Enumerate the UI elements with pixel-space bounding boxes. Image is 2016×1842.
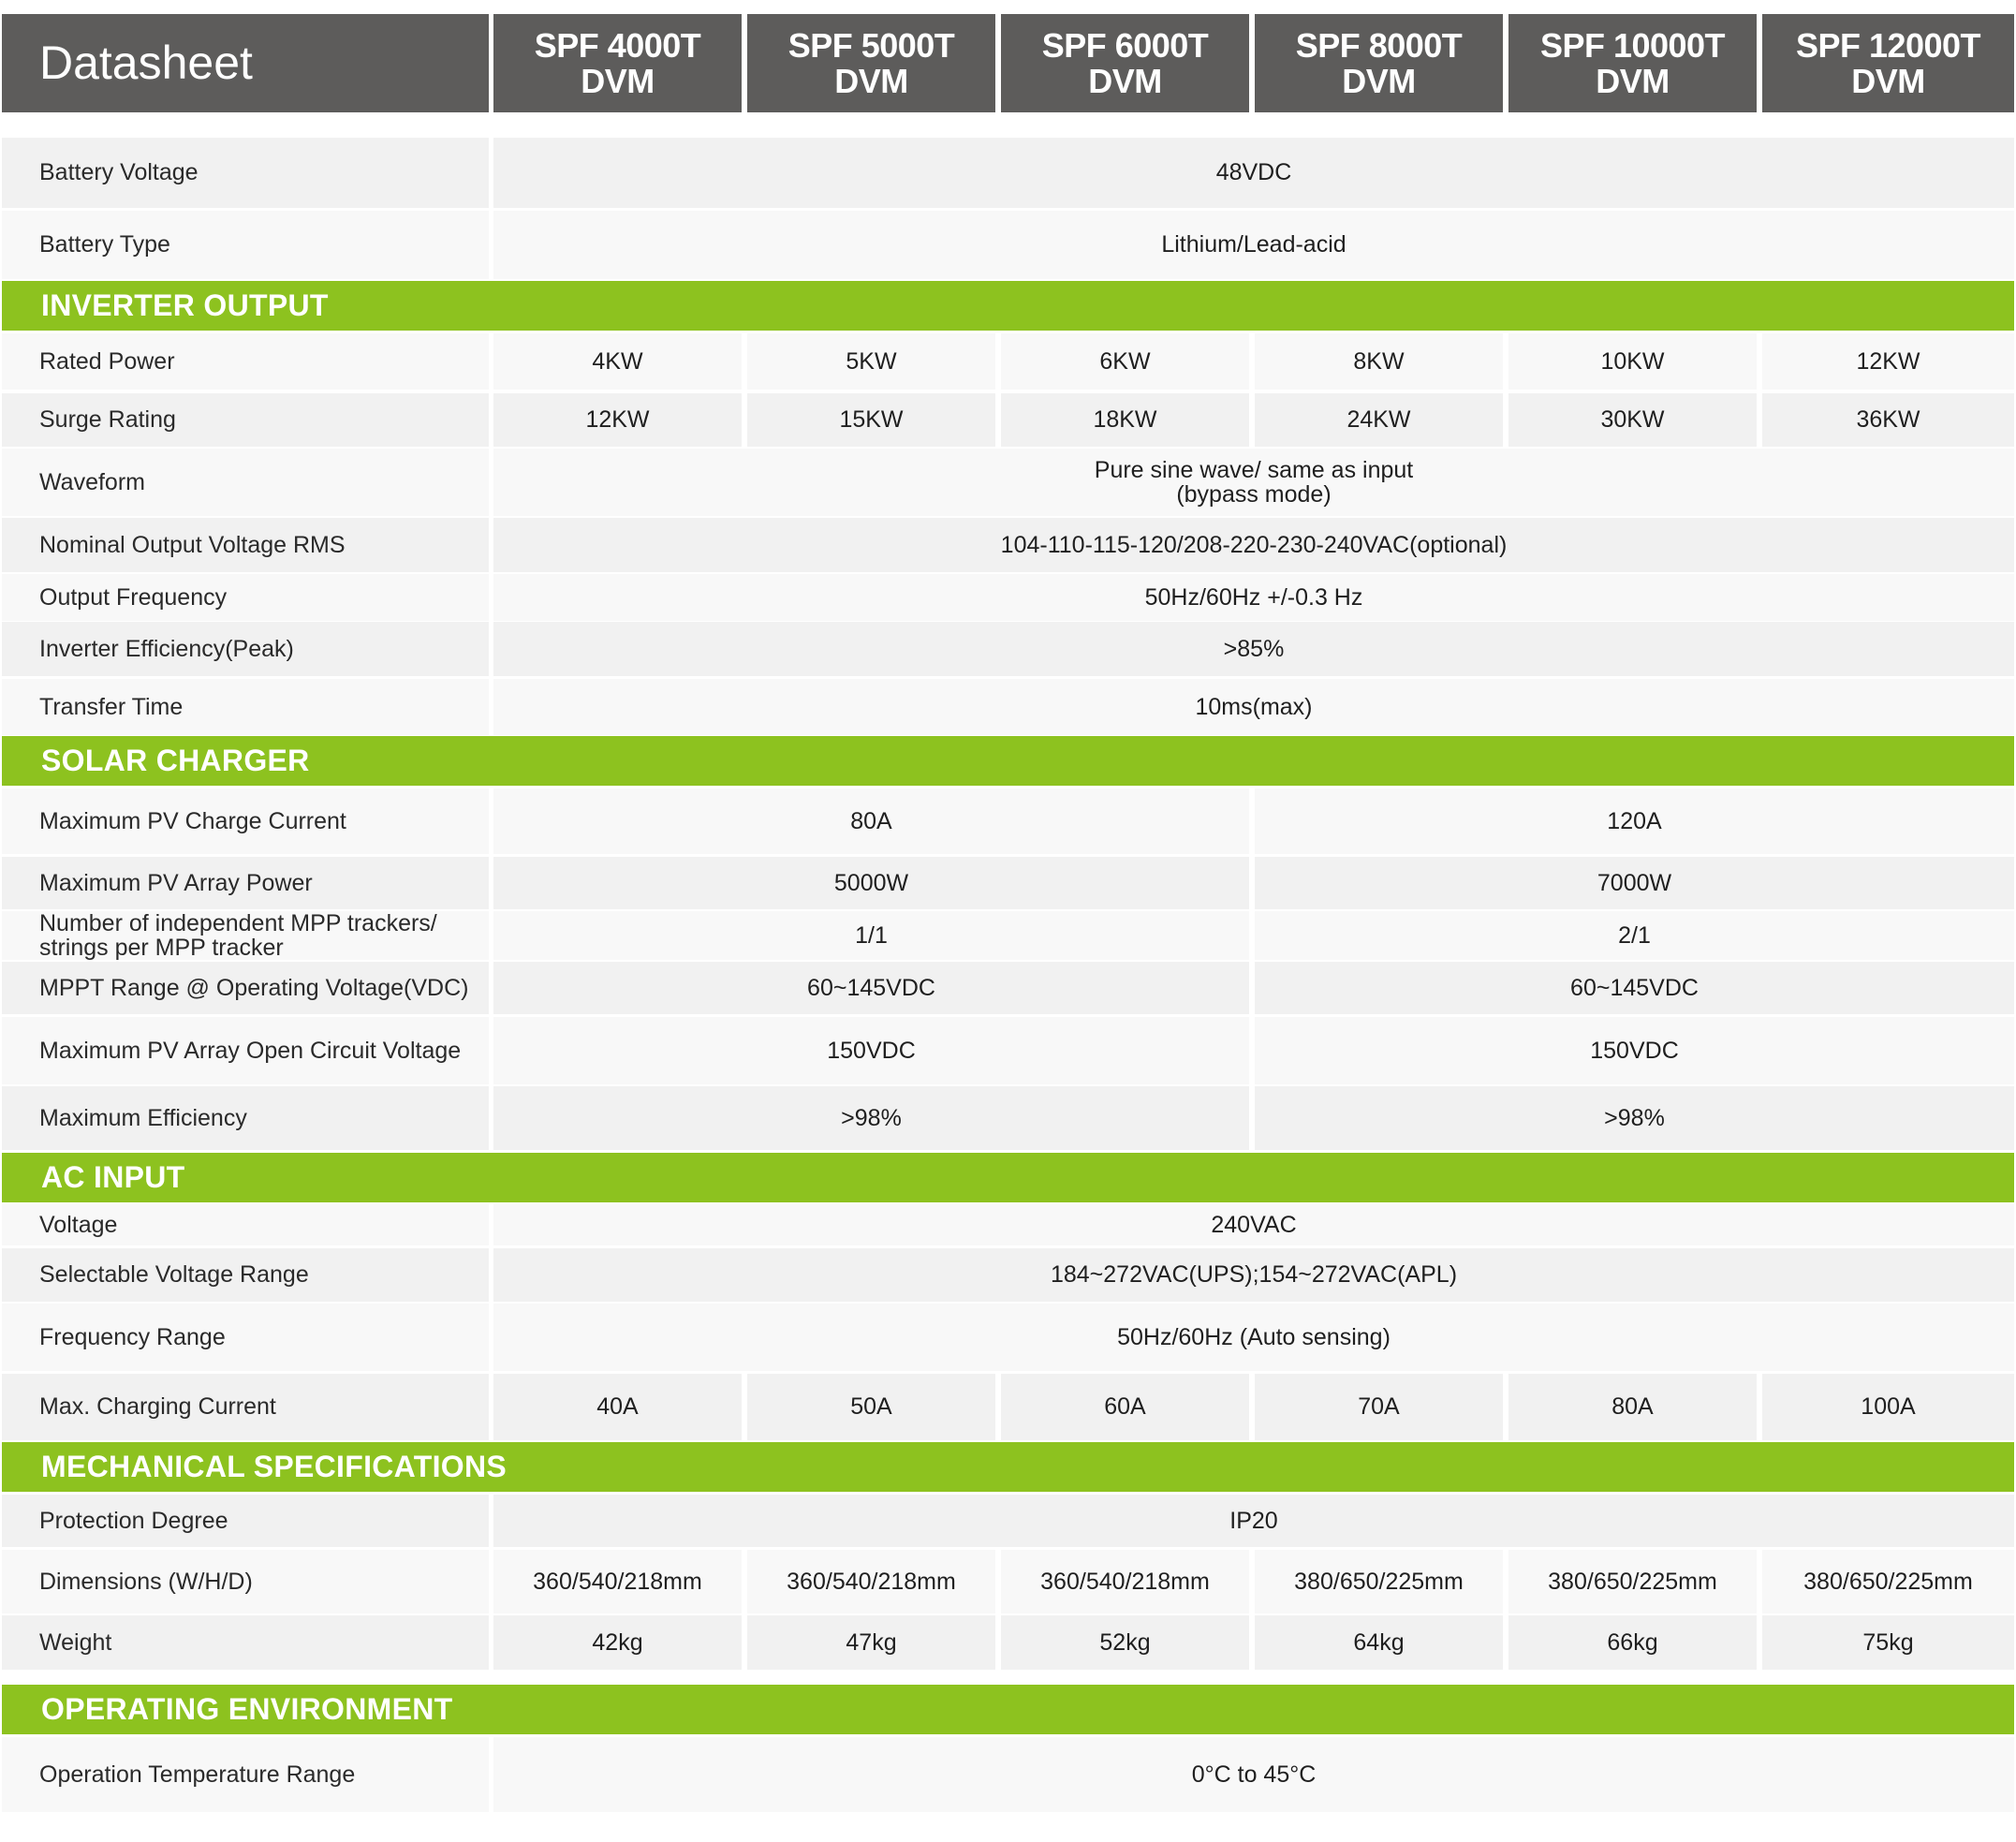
- dimensions-value: 380/650/225mm: [1762, 1550, 2014, 1614]
- surge-rating-label: Surge Rating: [2, 393, 489, 447]
- max-pv-charge-current-left: 80A: [493, 788, 1249, 854]
- protection-degree-label: Protection Degree: [2, 1495, 489, 1547]
- max-efficiency-right: >98%: [1255, 1086, 2014, 1150]
- max-pv-array-power-label: Maximum PV Array Power: [2, 857, 489, 909]
- model-header-spf-10000t: SPF 10000T DVM: [1508, 14, 1757, 112]
- model-header-spf-4000t: SPF 4000T DVM: [493, 14, 742, 112]
- mppt-range-left: 60~145VDC: [493, 962, 1249, 1014]
- selectable-voltage-range-value: 184~272VAC(UPS);154~272VAC(APL): [493, 1248, 2014, 1302]
- battery-type-label: Battery Type: [2, 211, 489, 279]
- mpp-trackers-label: Number of independent MPP trackers/ strings per MPP tracker: [2, 911, 489, 960]
- nominal-output-voltage-value: 104-110-115-120/208-220-230-240VAC(optional): [493, 518, 2014, 572]
- transfer-time-label: Transfer Time: [2, 679, 489, 735]
- mppt-range-label: MPPT Range @ Operating Voltage(VDC): [2, 962, 489, 1014]
- mpp-trackers-left: 1/1: [493, 911, 1249, 960]
- surge-rating-value: 30KW: [1508, 393, 1757, 447]
- weight-value: 47kg: [747, 1615, 995, 1670]
- surge-rating-value: 18KW: [1001, 393, 1249, 447]
- battery-type-value: Lithium/Lead-acid: [493, 211, 2014, 279]
- max-pv-array-power-right: 7000W: [1255, 857, 2014, 909]
- max-pv-open-circuit-voltage-right: 150VDC: [1255, 1017, 2014, 1084]
- dimensions-value: 360/540/218mm: [747, 1550, 995, 1614]
- dimensions-value: 360/540/218mm: [493, 1550, 742, 1614]
- dimensions-value: 380/650/225mm: [1255, 1550, 1503, 1614]
- max-efficiency-label: Maximum Efficiency: [2, 1086, 489, 1150]
- dimensions-value: 380/650/225mm: [1508, 1550, 1757, 1614]
- max-charging-current-value: 80A: [1508, 1374, 1757, 1440]
- nominal-output-voltage-label: Nominal Output Voltage RMS: [2, 518, 489, 572]
- frequency-range-value: 50Hz/60Hz (Auto sensing): [493, 1304, 2014, 1371]
- protection-degree-value: IP20: [493, 1495, 2014, 1547]
- rated-power-value: 8KW: [1255, 333, 1503, 390]
- mpp-trackers-right: 2/1: [1255, 911, 2014, 960]
- max-pv-charge-current-label: Maximum PV Charge Current: [2, 788, 489, 854]
- section-solar-charger: SOLAR CHARGER: [2, 736, 2014, 786]
- max-charging-current-value: 100A: [1762, 1374, 2014, 1440]
- weight-value: 66kg: [1508, 1615, 1757, 1670]
- model-header-spf-12000t: SPF 12000T DVM: [1762, 14, 2014, 112]
- model-header-spf-8000t: SPF 8000T DVM: [1255, 14, 1503, 112]
- weight-value: 42kg: [493, 1615, 742, 1670]
- weight-value: 75kg: [1762, 1615, 2014, 1670]
- dimensions-value: 360/540/218mm: [1001, 1550, 1249, 1614]
- selectable-voltage-range-label: Selectable Voltage Range: [2, 1248, 489, 1302]
- max-pv-open-circuit-voltage-label: Maximum PV Array Open Circuit Voltage: [2, 1017, 489, 1084]
- datasheet-title: Datasheet: [2, 14, 489, 112]
- rated-power-value: 5KW: [747, 333, 995, 390]
- surge-rating-value: 24KW: [1255, 393, 1503, 447]
- rated-power-label: Rated Power: [2, 333, 489, 390]
- weight-value: 64kg: [1255, 1615, 1503, 1670]
- section-ac-input: AC INPUT: [2, 1153, 2014, 1202]
- operation-temperature-value: 0°C to 45°C: [493, 1737, 2014, 1812]
- inverter-efficiency-label: Inverter Efficiency(Peak): [2, 622, 489, 676]
- model-header-spf-6000t: SPF 6000T DVM: [1001, 14, 1249, 112]
- transfer-time-value: 10ms(max): [493, 679, 2014, 735]
- output-frequency-label: Output Frequency: [2, 574, 489, 621]
- max-charging-current-value: 50A: [747, 1374, 995, 1440]
- max-pv-charge-current-right: 120A: [1255, 788, 2014, 854]
- surge-rating-value: 15KW: [747, 393, 995, 447]
- rated-power-value: 4KW: [493, 333, 742, 390]
- max-charging-current-label: Max. Charging Current: [2, 1374, 489, 1440]
- ac-voltage-label: Voltage: [2, 1204, 489, 1245]
- section-mechanical-specifications: MECHANICAL SPECIFICATIONS: [2, 1442, 2014, 1492]
- weight-value: 52kg: [1001, 1615, 1249, 1670]
- rated-power-value: 10KW: [1508, 333, 1757, 390]
- battery-voltage-label: Battery Voltage: [2, 138, 489, 208]
- battery-voltage-value: 48VDC: [493, 138, 2014, 208]
- waveform-label: Waveform: [2, 449, 489, 516]
- mppt-range-right: 60~145VDC: [1255, 962, 2014, 1014]
- dimensions-label: Dimensions (W/H/D): [2, 1550, 489, 1614]
- section-inverter-output: INVERTER OUTPUT: [2, 281, 2014, 331]
- max-charging-current-value: 40A: [493, 1374, 742, 1440]
- operation-temperature-label: Operation Temperature Range: [2, 1737, 489, 1812]
- rated-power-value: 12KW: [1762, 333, 2014, 390]
- max-efficiency-left: >98%: [493, 1086, 1249, 1150]
- max-charging-current-value: 70A: [1255, 1374, 1503, 1440]
- max-pv-open-circuit-voltage-left: 150VDC: [493, 1017, 1249, 1084]
- inverter-efficiency-value: >85%: [493, 622, 2014, 676]
- section-operating-environment: OPERATING ENVIRONMENT: [2, 1685, 2014, 1734]
- model-header-spf-5000t: SPF 5000T DVM: [747, 14, 995, 112]
- ac-voltage-value: 240VAC: [493, 1204, 2014, 1245]
- frequency-range-label: Frequency Range: [2, 1304, 489, 1371]
- surge-rating-value: 36KW: [1762, 393, 2014, 447]
- output-frequency-value: 50Hz/60Hz +/-0.3 Hz: [493, 574, 2014, 621]
- max-pv-array-power-left: 5000W: [493, 857, 1249, 909]
- max-charging-current-value: 60A: [1001, 1374, 1249, 1440]
- rated-power-value: 6KW: [1001, 333, 1249, 390]
- waveform-value: Pure sine wave/ same as input (bypass mode): [493, 449, 2014, 516]
- surge-rating-value: 12KW: [493, 393, 742, 447]
- weight-label: Weight: [2, 1615, 489, 1670]
